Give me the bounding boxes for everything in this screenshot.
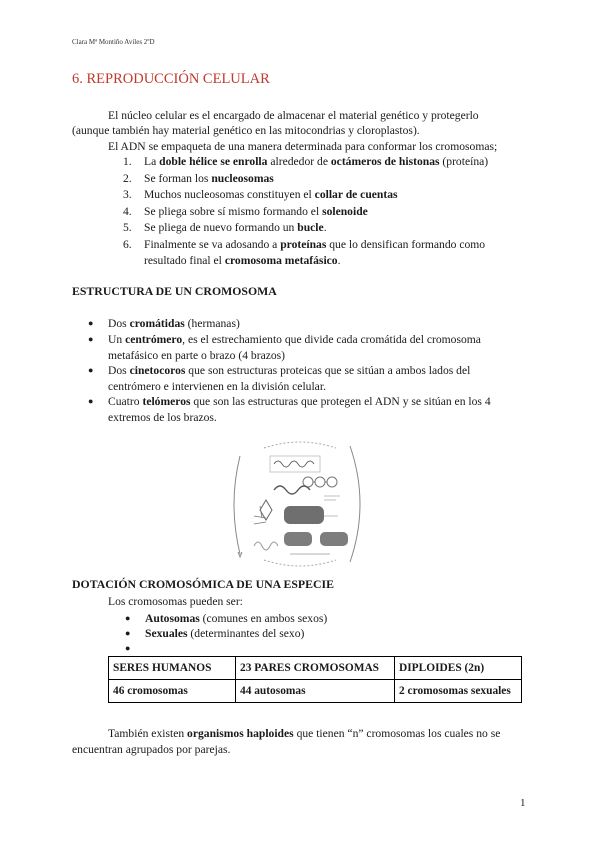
bullet-item: ● Dos cromátidas (hermanas)	[88, 317, 240, 330]
bullet-icon: ●	[125, 613, 131, 623]
intro-line-3: El ADN se empaqueta de una manera determinada para conformar los cromosomas;	[108, 140, 498, 153]
intro-line-1: El núcleo celular es el encargado de almacenar el material genético y protegerlo	[108, 109, 479, 122]
page-number: 1	[520, 797, 526, 809]
table-cell: 44 autosomas	[236, 680, 395, 703]
table-row	[109, 680, 522, 703]
outro-line-2: encuentran agrupados por parejas.	[72, 743, 231, 756]
bullet-item: ● Dos cinetocoros que son estructuras proteicas que se sitúan a ambos lados del centrómero e intervienen en la división celular.	[88, 364, 471, 393]
section-heading-chromosome-set: DOTACIÓN CROMOSÓMICA DE UNA ESPECIE	[72, 577, 334, 591]
chromosome-table	[108, 656, 522, 703]
list-item: 3. Muchos nucleosomas constituyen el collar de cuentas	[123, 188, 398, 201]
bullet-icon: ●	[88, 396, 94, 406]
table-cell: SERES HUMANOS	[109, 657, 236, 680]
bullet-item: ● Un centrómero, es el estrechamiento que divide cada cromátida del cromosoma metafásico en parte o brazo (4 brazos)	[88, 333, 481, 362]
list-item: 2. Se forman los nucleosomas	[123, 171, 274, 185]
table-row	[109, 657, 522, 680]
bullet-icon: ●	[125, 643, 131, 653]
list-item: 5. Se pliega de nuevo formando un bucle.	[123, 221, 327, 234]
section-heading-structure: ESTRUCTURA DE UN CROMOSOMA	[72, 284, 277, 298]
types-intro: Los cromosomas pueden ser:	[108, 595, 243, 608]
table-cell: 23 PARES CROMOSOMAS	[236, 657, 395, 680]
bullet-icon: ●	[88, 318, 94, 328]
table-cell: 2 cromosomas sexuales	[395, 680, 522, 703]
header-author: Clara Mª Montiño Aviles 2ºD	[72, 38, 155, 46]
bullet-icon: ●	[88, 334, 94, 344]
bullet-icon: ●	[125, 628, 131, 638]
chromosome-packaging-diagram	[224, 436, 376, 572]
bullet-item: ● Autosomas (comunes en ambos sexos)	[125, 612, 328, 625]
bullet-icon: ●	[88, 365, 94, 375]
list-item: 1. La doble hélice se enrolla alrededor de octámeros de histonas (proteína)	[123, 155, 489, 168]
bullet-item: ● Cuatro telómeros que son las estructuras que protegen el ADN y se sitúan en los 4 extremos de los brazos.	[88, 395, 491, 424]
intro-line-2: (aunque también hay material genético en las mitocondrias y cloroplastos).	[72, 124, 420, 137]
list-item-continuation: resultado final el cromosoma metafásico.	[144, 254, 341, 267]
table-cell: 46 cromosomas	[109, 680, 236, 703]
page-title: 6. REPRODUCCIÓN CELULAR	[72, 71, 270, 87]
table-cell: DIPLOIDES (2n)	[395, 657, 522, 680]
outro-line-1: También existen organismos haploides que tienen “n” cromosomas los cuales no se	[108, 727, 501, 740]
list-item: 6. Finalmente se va adosando a proteínas que lo densifican formando como	[123, 237, 486, 251]
bullet-item: ● Sexuales (determinantes del sexo)	[125, 627, 305, 640]
list-item: 4. Se pliega sobre sí mismo formando el solenoide	[123, 204, 368, 218]
steps-list	[123, 154, 488, 270]
